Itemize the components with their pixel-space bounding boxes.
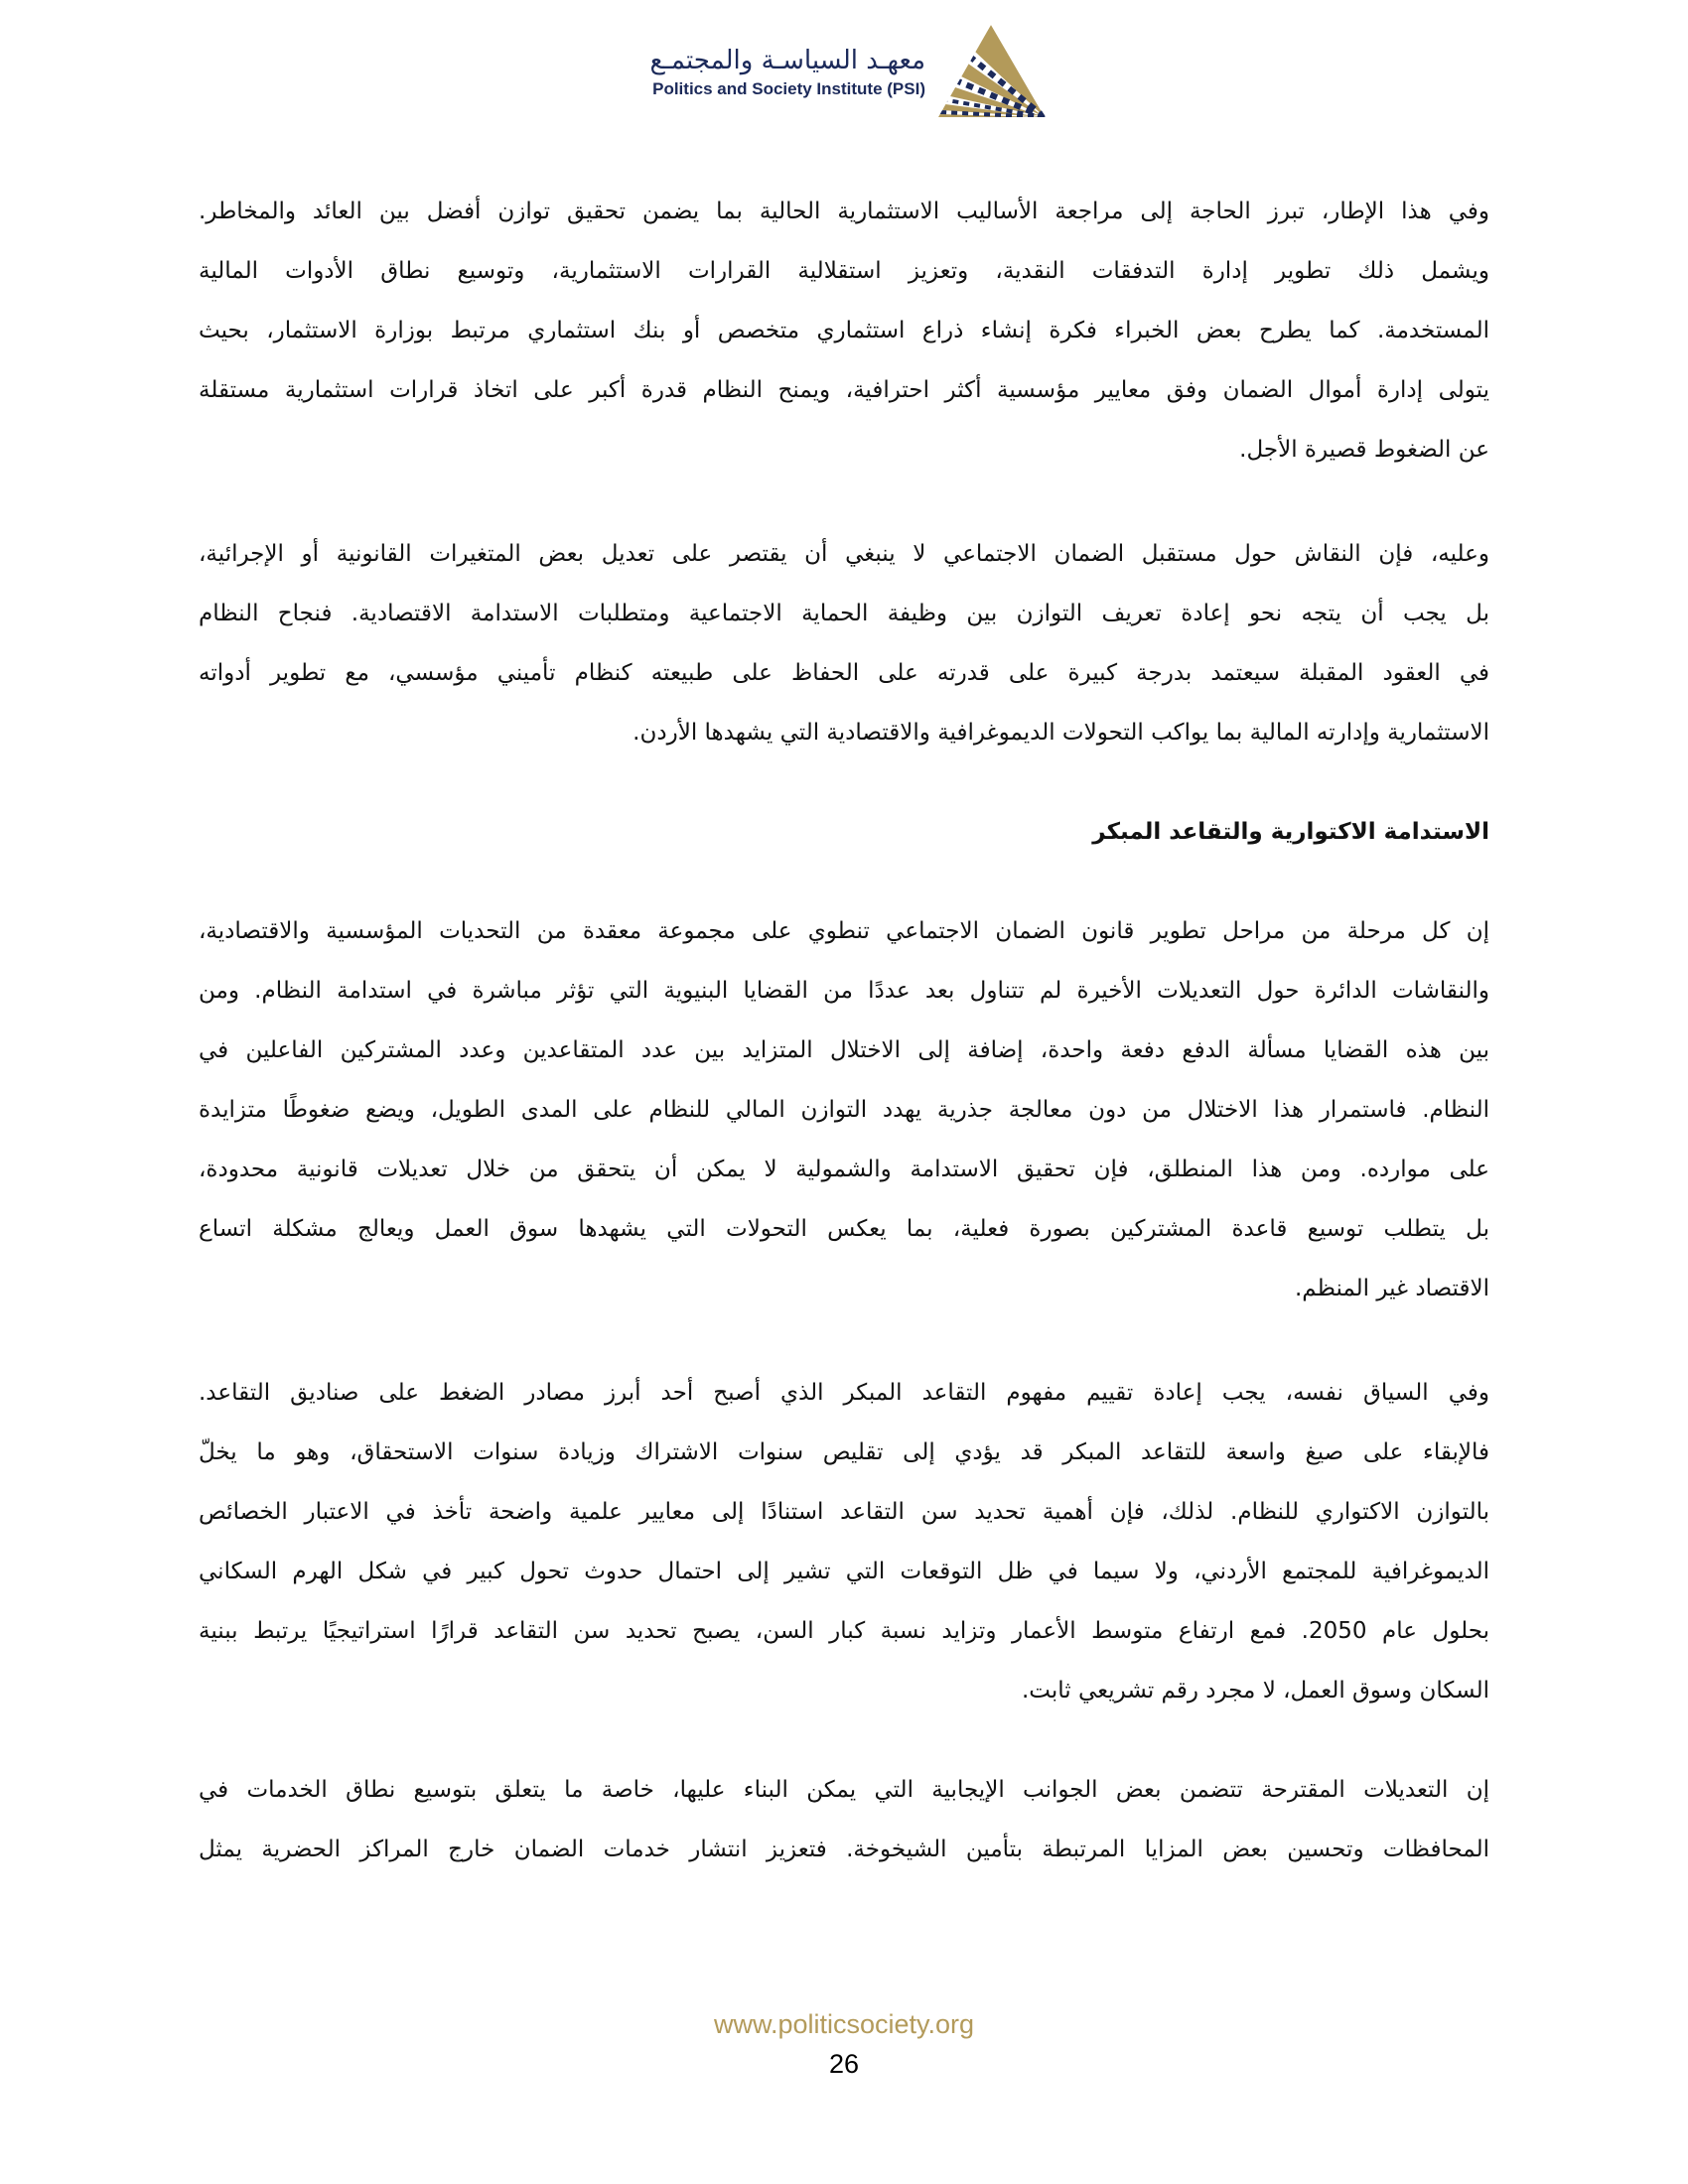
page-number: 26	[828, 2049, 860, 2079]
text-line: بل يتطلب توسيع قاعدة المشتركين بصورة فعلية، بما يعكس التحولات التي يشهدها سوق العمل ويعالج مشكلة اتساع	[199, 1216, 1489, 1242]
text-line: وفي هذا الإطار، تبرز الحاجة إلى مراجعة الأساليب الاستثمارية الحالية بما يضمن تحقيق توازن أفضل بين العائد والمخاطر.	[199, 199, 1489, 224]
text-line: النظام. فاستمرار هذا الاختلال من دون معالجة جذرية يهدد التوازن المالي للنظام على المدى الطويل، ويضع ضغوطًا متزايدة	[199, 1097, 1489, 1123]
text-line: الديموغرافية للمجتمع الأردني، ولا سيما في ظل التوقعات التي تشير إلى احتمال حدوث تحول كبير في شكل الهرم السكاني	[199, 1559, 1489, 1584]
text-line: السكان وسوق العمل، لا مجرد رقم تشريعي ثابت.	[1021, 1678, 1489, 1704]
text-line: عن الضغوط قصيرة الأجل.	[1239, 437, 1489, 463]
text-line: بل يجب أن يتجه نحو إعادة تعريف التوازن بين وظيفة الحماية الاجتماعية ومتطلبات الاستدامة الاقتصادية. فنجاح النظام	[199, 601, 1489, 626]
logo-english-name: Politics and Society Institute (PSI)	[652, 79, 925, 98]
text-line: يتولى إدارة أموال الضمان وفق معايير مؤسسية أكثر احترافية، ويمنح النظام قدرة أكبر على اتخاذ قرارات استثمارية مستقلة	[199, 377, 1489, 403]
logo-arabic-name: معهـد السياسـة والمجتمـع	[649, 46, 925, 75]
text-line: بين هذه القضايا مسألة الدفع دفعة واحدة، إضافة إلى الاختلال المتزايد بين عدد المتقاعدين وعدد المشتركين الفاعلين في	[199, 1037, 1489, 1063]
text-line: والنقاشات الدائرة حول التعديلات الأخيرة لم تتناول بعد عددًا من القضايا البنيوية التي تؤثر مباشرة في استدامة النظام. ومن	[199, 978, 1489, 1004]
text-line: على موارده. ومن هذا المنطلق، فإن تحقيق الاستدامة والشمولية لا يمكن أن يتحقق من خلال تعديلات قانونية محدودة،	[199, 1157, 1489, 1182]
text-line: وعليه، فإن النقاش حول مستقبل الضمان الاجتماعي لا ينبغي أن يقتصر على تعديل بعض المتغيرات القانونية أو الإجرائية،	[199, 541, 1489, 567]
page-header	[0, 0, 1688, 139]
institute-logo-text	[635, 46, 925, 101]
footer-website-link[interactable]: www.politicsociety.org	[713, 2009, 975, 2039]
text-line: ويشمل ذلك تطوير إدارة التدفقات النقدية، وتعزيز استقلالية القرارات الاستثمارية، وتوسيع نطاق الأدوات المالية	[199, 258, 1489, 284]
text-line: بحلول عام 2050. فمع ارتفاع متوسط الأعمار وتزايد نسبة كبار السن، يصبح تحديد سن التقاعد قرارًا استراتيجيًا يرتبط ببنية	[199, 1618, 1489, 1644]
text-line: فالإبقاء على صيغ واسعة للتقاعد المبكر قد يؤدي إلى تقليص سنوات الاشتراك وزيادة سنوات الاستحقاق، وهو ما يخلّ	[199, 1439, 1489, 1465]
text-line: المستخدمة. كما يطرح بعض الخبراء فكرة إنشاء ذراع استثماري متخصص أو بنك استثماري مرتبط بوزارة الاستثمار، بحيث	[199, 318, 1489, 343]
text-line: الاستثمارية وإدارته المالية بما يواكب التحولات الديموغرافية والاقتصادية التي يشهدها الأردن.	[633, 720, 1489, 746]
psi-triangle-logo-icon	[935, 22, 1049, 121]
section-heading: الاستدامة الاكتوارية والتقاعد المبكر	[1092, 819, 1489, 845]
text-line: في العقود المقبلة سيعتمد بدرجة كبيرة على قدرته على الحفاظ على طبيعته كنظام تأميني مؤسسي، مع تطوير أدواته	[199, 660, 1489, 686]
text-line: إن التعديلات المقترحة تتضمن بعض الجوانب الإيجابية التي يمكن البناء عليها، خاصة ما يتعلق بتوسيع نطاق الخدمات في	[199, 1777, 1489, 1803]
text-line: الاقتصاد غير المنظم.	[1294, 1276, 1489, 1301]
text-line: المحافظات وتحسين بعض المزايا المرتبطة بتأمين الشيخوخة. فتعزيز انتشار خدمات الضمان خارج المراكز الحضرية يمثل	[199, 1837, 1489, 1862]
text-line: وفي السياق نفسه، يجب إعادة تقييم مفهوم التقاعد المبكر الذي أصبح أحد أبرز مصادر الضغط على صناديق التقاعد.	[199, 1380, 1489, 1406]
text-line: بالتوازن الاكتواري للنظام. لذلك، فإن أهمية تحديد سن التقاعد استنادًا إلى معايير علمية واضحة تأخذ في الاعتبار الخصائص	[199, 1499, 1489, 1525]
text-line: إن كل مرحلة من مراحل تطوير قانون الضمان الاجتماعي تنطوي على مجموعة معقدة من التحديات المؤسسية والاقتصادية،	[199, 918, 1489, 944]
